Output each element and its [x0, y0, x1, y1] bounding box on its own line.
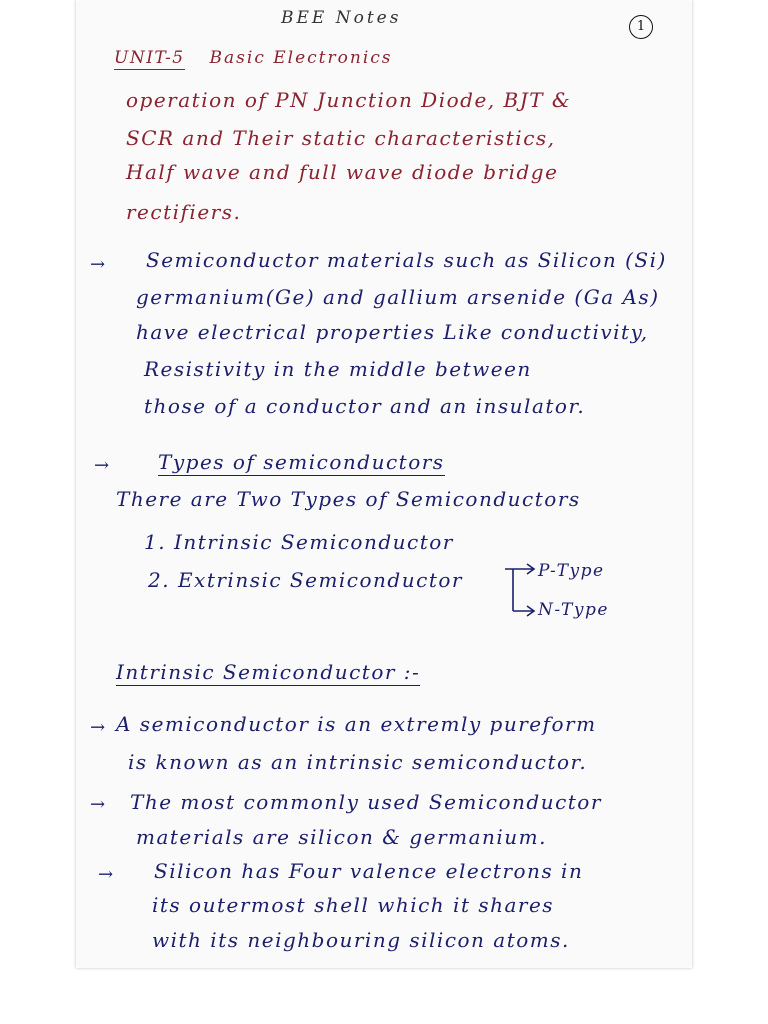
intrinsic-point: Silicon has Four valence electrons in	[154, 859, 584, 883]
intrinsic-point: its outermost shell which it shares	[152, 893, 555, 917]
unit-label: UNIT-5	[114, 48, 185, 68]
type-intrinsic: 1. Intrinsic Semiconductor	[144, 530, 454, 554]
intrinsic-heading-text: Intrinsic Semiconductor :-	[116, 660, 421, 684]
syllabus-line: rectifiers.	[126, 200, 242, 224]
intro-line: Semiconductor materials such as Silicon (Si)	[146, 248, 667, 272]
unit-heading	[114, 48, 393, 68]
bracket-arrow-icon	[503, 557, 539, 619]
intrinsic-heading	[116, 660, 420, 684]
notebook-page	[76, 0, 692, 968]
intro-line: germanium(Ge) and gallium arsenide (Ga As)	[136, 285, 660, 309]
unit-title: Basic Electronics	[209, 48, 393, 68]
syllabus-line: SCR and Their static characteristics,	[126, 126, 556, 150]
types-intro: There are Two Types of Semiconductors	[116, 487, 581, 511]
type-extrinsic: 2. Extrinsic Semiconductor	[148, 568, 463, 592]
intrinsic-point: The most commonly used Semiconductor	[130, 790, 602, 814]
intrinsic-point: A semiconductor is an extremly pureform	[116, 712, 597, 736]
bullet-arrow-icon: →	[90, 254, 106, 275]
page-title: BEE Notes	[281, 8, 402, 28]
p-type-label: P-Type	[538, 561, 605, 581]
bullet-arrow-icon: →	[94, 455, 110, 476]
syllabus-line: Half wave and full wave diode bridge	[126, 160, 559, 184]
intro-line: have electrical properties Like conductivity,	[136, 320, 649, 344]
bullet-arrow-icon: →	[98, 864, 114, 885]
types-heading	[158, 450, 445, 474]
intrinsic-point: materials are silicon & germanium.	[136, 825, 547, 849]
intro-line: those of a conductor and an insulator.	[144, 394, 586, 418]
bullet-arrow-icon: →	[90, 794, 106, 815]
intro-line: Resistivity in the middle between	[144, 357, 532, 381]
bullet-arrow-icon: →	[90, 717, 106, 738]
intrinsic-point: with its neighbouring silicon atoms.	[152, 928, 570, 952]
intrinsic-point: is known as an intrinsic semiconductor.	[128, 750, 588, 774]
types-heading-text: Types of semiconductors	[158, 450, 445, 474]
page-number: 1	[629, 15, 653, 39]
syllabus-line: operation of PN Junction Diode, BJT &	[126, 88, 572, 112]
n-type-label: N-Type	[538, 600, 609, 620]
